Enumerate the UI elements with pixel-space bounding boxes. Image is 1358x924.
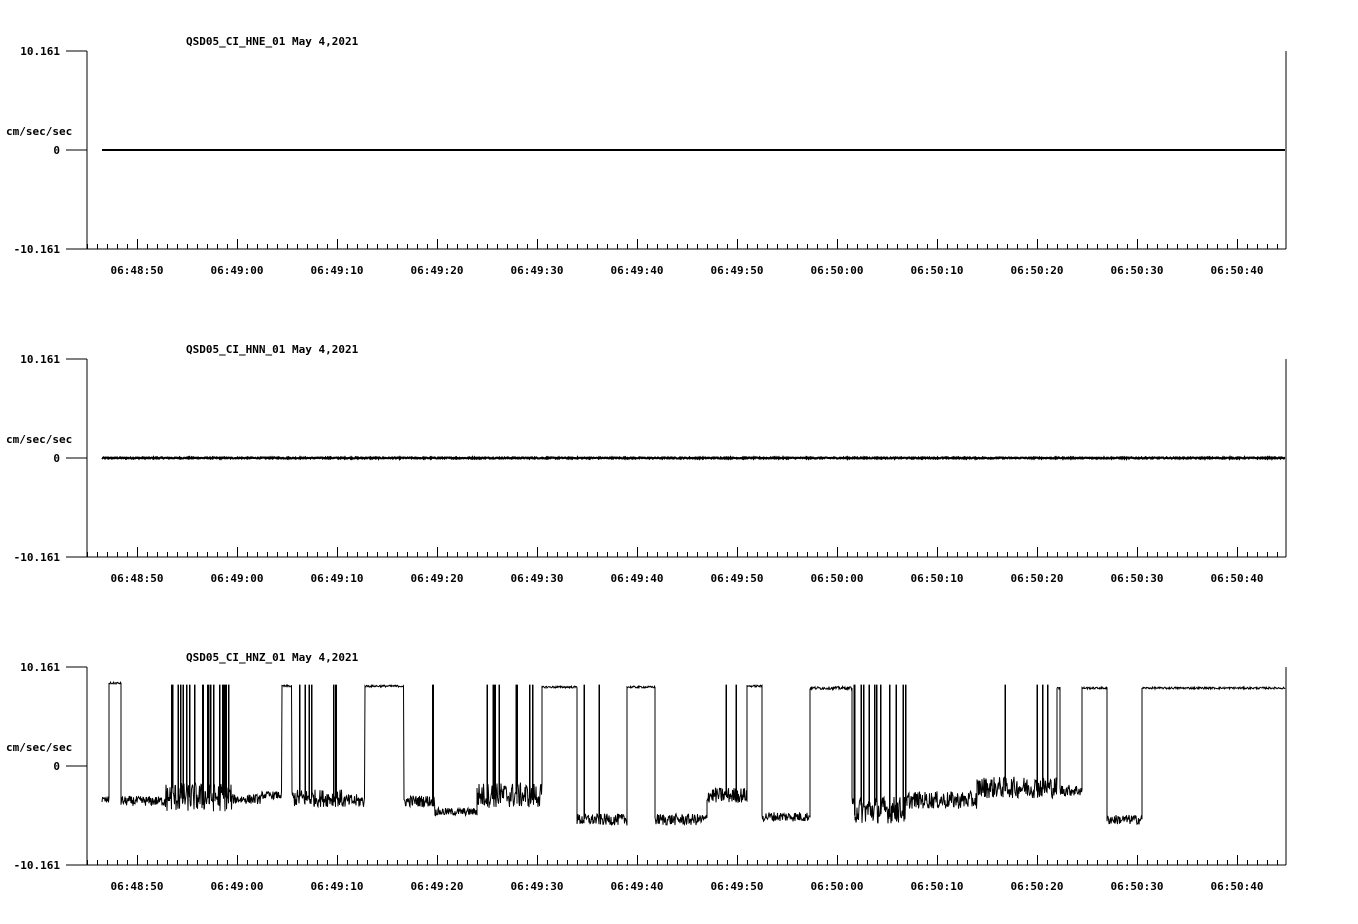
x-tick-label: 06:50:30: [1110, 572, 1164, 585]
y-tick-label-bottom: -10.161: [13, 551, 60, 564]
y-tick-label-top: 10.161: [20, 353, 60, 366]
x-tick-label: 06:49:10: [310, 264, 364, 277]
x-tick-label: 06:50:00: [810, 880, 864, 893]
y-axis-label: cm/sec/sec: [6, 433, 73, 446]
x-tick-label: 06:49:00: [210, 572, 264, 585]
y-tick-label-bottom: -10.161: [13, 243, 60, 256]
y-axis-label: cm/sec/sec: [6, 125, 73, 138]
y-tick-label-zero: 0: [53, 760, 60, 773]
x-tick-label: 06:48:50: [110, 880, 164, 893]
x-tick-label: 06:49:20: [410, 880, 464, 893]
x-tick-label: 06:49:20: [410, 572, 464, 585]
x-tick-label: 06:49:00: [210, 880, 264, 893]
x-tick-label: 06:49:20: [410, 264, 464, 277]
x-tick-label: 06:49:40: [610, 264, 664, 277]
x-tick-label: 06:50:10: [910, 572, 964, 585]
x-tick-label: 06:50:30: [1110, 880, 1164, 893]
x-tick-label: 06:50:40: [1210, 264, 1264, 277]
x-tick-label: 06:50:00: [810, 264, 864, 277]
x-tick-label: 06:48:50: [110, 572, 164, 585]
x-tick-label: 06:49:50: [710, 880, 764, 893]
y-tick-label-zero: 0: [53, 144, 60, 157]
panel-title: QSD05_CI_HNE_01 May 4,2021: [186, 35, 359, 48]
hnz-panel: [6, 651, 1286, 893]
x-tick-label: 06:50:20: [1010, 264, 1064, 277]
panel-title: QSD05_CI_HNN_01 May 4,2021: [186, 343, 359, 356]
y-tick-label-top: 10.161: [20, 45, 60, 58]
x-tick-label: 06:50:40: [1210, 880, 1264, 893]
x-tick-label: 06:49:30: [510, 572, 564, 585]
x-tick-label: 06:50:20: [1010, 880, 1064, 893]
y-tick-label-bottom: -10.161: [13, 859, 60, 872]
series-line: [102, 682, 1285, 825]
series-line: [102, 457, 1285, 458]
x-tick-label: 06:50:40: [1210, 572, 1264, 585]
x-tick-label: 06:50:30: [1110, 264, 1164, 277]
x-tick-label: 06:49:00: [210, 264, 264, 277]
x-tick-label: 06:50:20: [1010, 572, 1064, 585]
x-tick-label: 06:49:30: [510, 880, 564, 893]
x-tick-label: 06:48:50: [110, 264, 164, 277]
x-tick-label: 06:49:40: [610, 880, 664, 893]
x-tick-label: 06:49:50: [710, 264, 764, 277]
x-tick-label: 06:50:00: [810, 572, 864, 585]
hne-panel: [6, 35, 1286, 277]
y-tick-label-top: 10.161: [20, 661, 60, 674]
x-tick-label: 06:49:50: [710, 572, 764, 585]
x-tick-label: 06:50:10: [910, 880, 964, 893]
x-tick-label: 06:49:10: [310, 572, 364, 585]
y-tick-label-zero: 0: [53, 452, 60, 465]
x-tick-label: 06:49:40: [610, 572, 664, 585]
x-tick-label: 06:49:10: [310, 880, 364, 893]
y-axis-label: cm/sec/sec: [6, 741, 73, 754]
x-tick-label: 06:50:10: [910, 264, 964, 277]
x-tick-label: 06:49:30: [510, 264, 564, 277]
panel-title: QSD05_CI_HNZ_01 May 4,2021: [186, 651, 359, 664]
hnn-panel: [6, 343, 1286, 585]
